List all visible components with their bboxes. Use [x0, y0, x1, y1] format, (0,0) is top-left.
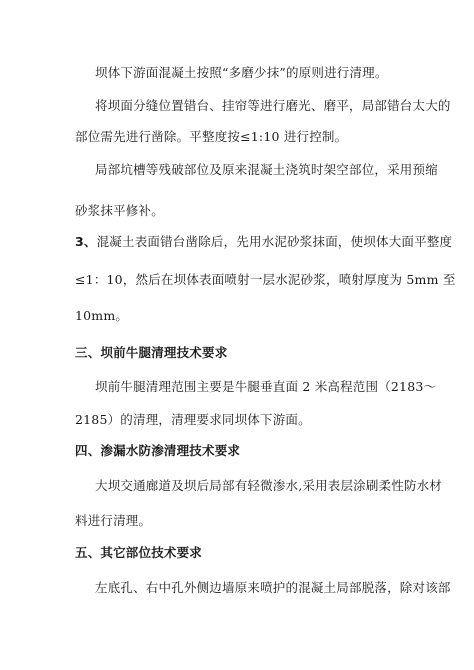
paragraph-line: ≤1：10，然后在坝体表面喷射一层水泥砂浆，喷射厚度为 5mm 至 [75, 272, 456, 287]
paragraph-line: 2185）的清理，清理要求同坝体下游面。 [75, 412, 311, 427]
paragraph-line: 坝体下游面混凝土按照“多磨少抹”的原则进行清理。 [95, 65, 388, 80]
paragraph-line: 局部坑槽等残破部位及原来混凝土浇筑时架空部位，采用预缩 [95, 162, 438, 177]
paragraph-line: 砂浆抹平修补。 [75, 203, 164, 218]
section-heading-3: 三、坝前牛腿清理技术要求 [75, 345, 228, 360]
section-heading-4: 四、渗漏水防渗清理技术要求 [75, 443, 241, 458]
paragraph-line: 大坝交通廊道及坝后局部有轻微渗水,采用表层涂刷柔性防水材 [95, 478, 443, 493]
paragraph-line: 左底孔、右中孔外侧边墙原来喷护的混凝土局部脱落，除对该部 [95, 580, 451, 595]
paragraph-line: 将坝面分缝位置错台、挂帘等进行磨光、磨平，局部错台太大的 [95, 98, 451, 113]
paragraph-line: 坝前牛腿清理范围主要是牛腿垂直面 2 米高程范围（2183～ [95, 379, 437, 394]
list-item-3 [75, 234, 453, 250]
paragraph-line: 料进行清理。 [75, 513, 152, 528]
paragraph-line: 10mm。 [75, 308, 129, 323]
paragraph-line: 混凝土表面错台凿除后，先用水泥砂浆抹面，使坝体大面平整度 [96, 234, 453, 249]
paragraph-line: 部位需先进行凿除。平整度按≤1:10 进行控制。 [75, 129, 348, 144]
list-item-number: 3、 [75, 234, 97, 249]
section-heading-5: 五、其它部位技术要求 [75, 545, 203, 560]
